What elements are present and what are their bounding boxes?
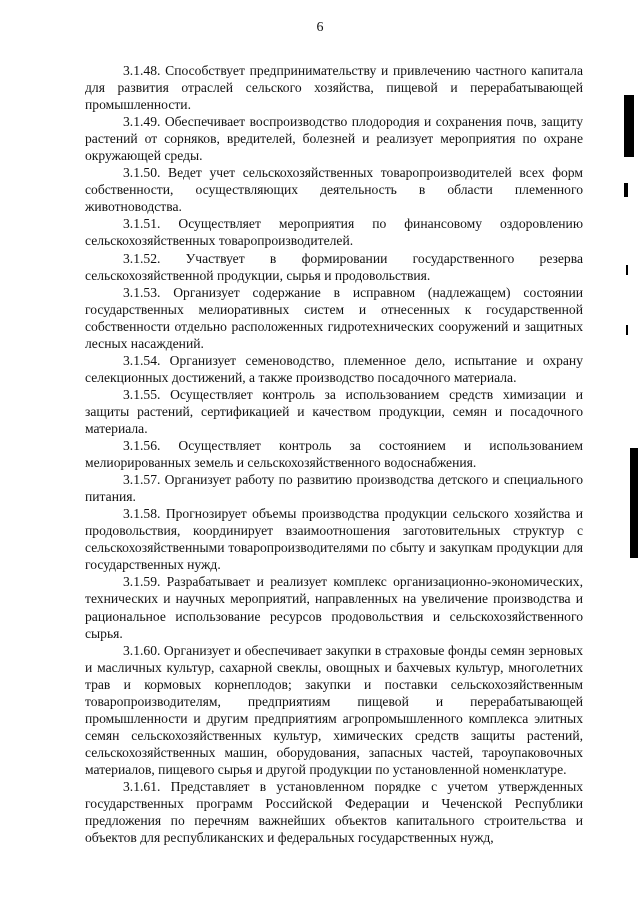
scan-edge-mark	[624, 95, 634, 157]
paragraph-3-1-51: 3.1.51. Осуществляет мероприятия по финансовому оздоровлению сельскохозяйственных товаропроизводителей.	[85, 216, 583, 249]
paragraph-3-1-56: 3.1.56. Осуществляет контроль за состоянием и использованием мелиорированных земель и сельскохозяйственного водоснабжения.	[85, 438, 583, 471]
scan-edge-mark	[624, 183, 628, 197]
paragraph-3-1-59: 3.1.59. Разрабатывает и реализует комплекс организационно-экономических, технических и научных мероприятий, направленных на увеличение производства и рациональное использование ресурсов продовольствия и сельскохозяйственного сырья.	[85, 574, 583, 641]
page-number: 6	[316, 20, 324, 35]
paragraph-3-1-60: 3.1.60. Организует и обеспечивает закупки в страховые фонды семян зерновых и масличных культур, сахарной свеклы, овощных и бахчевых культур, многолетних трав и кормовых корнеплодов; закупки и поставки сельскохозяйственным товаропроизводителям, предприятиям пищевой и перерабатывающей промышленности и другим предприятиям агропромышленного комплекса элитных семян сельскохозяйственных культур, химических средств защиты растений, сельскохозяйственных машин, оборудования, запасных частей, тароупаковочных материалов, пищевого сырья и другой продукции по установленной номенклатуре.	[85, 642, 583, 777]
paragraph-3-1-55: 3.1.55. Осуществляет контроль за использованием средств химизации и защиты растений, сертификацией и качеством продукции, семян и посадочного материала.	[85, 386, 583, 436]
paragraph-3-1-50: 3.1.50. Ведет учет сельскохозяйственных товаропроизводителей всех форм собственности, осуществляющих деятельность в области племенного животноводства.	[85, 165, 583, 215]
paragraph-3-1-58: 3.1.58. Прогнозирует объемы производства продукции сельского хозяйства и продовольствия, координирует взаимоотношения заготовительных структур с сельскохозяйственными товаропроизводителями по сбыту и закупкам продукции для государственных нужд.	[85, 506, 583, 573]
paragraph-3-1-54: 3.1.54. Организует семеноводство, племенное дело, испытание и охрану селекционных достижений, а также производство посадочного материала.	[85, 352, 583, 385]
scan-edge-mark	[626, 265, 628, 275]
scan-edge-mark	[626, 325, 628, 335]
scan-edge-mark	[630, 448, 638, 558]
document-body	[85, 62, 583, 846]
paragraph-3-1-53: 3.1.53. Организует содержание в исправном (надлежащем) состоянии государственных мелиоративных систем и отнесенных к государственной собственности отдельно расположенных гидротехнических сооружений и защитных лесных насаждений.	[85, 284, 583, 351]
paragraph-3-1-57: 3.1.57. Организует работу по развитию производства детского и специального питания.	[85, 472, 583, 505]
paragraph-3-1-49: 3.1.49. Обеспечивает воспроизводство плодородия и сохранения почв, защиту растений от сорняков, вредителей, болезней и реализует мероприятия по охране окружающей среды.	[85, 114, 583, 164]
paragraph-3-1-48: 3.1.48. Способствует предпринимательству и привлечению частного капитала для развития отраслей сельского хозяйства, пищевой и перерабатывающей промышленности.	[85, 63, 583, 113]
paragraph-3-1-61: 3.1.61. Представляет в установленном порядке с учетом утвержденных государственных программ Российской Федерации и Чеченской Республики предложения по перечням важнейших объектов капитального строительства и объектов для республиканских и федеральных государственных нужд,	[85, 778, 583, 846]
paragraph-3-1-52: 3.1.52. Участвует в формировании государственного резерва сельскохозяйственной продукции, сырья и продовольствия.	[85, 250, 583, 283]
